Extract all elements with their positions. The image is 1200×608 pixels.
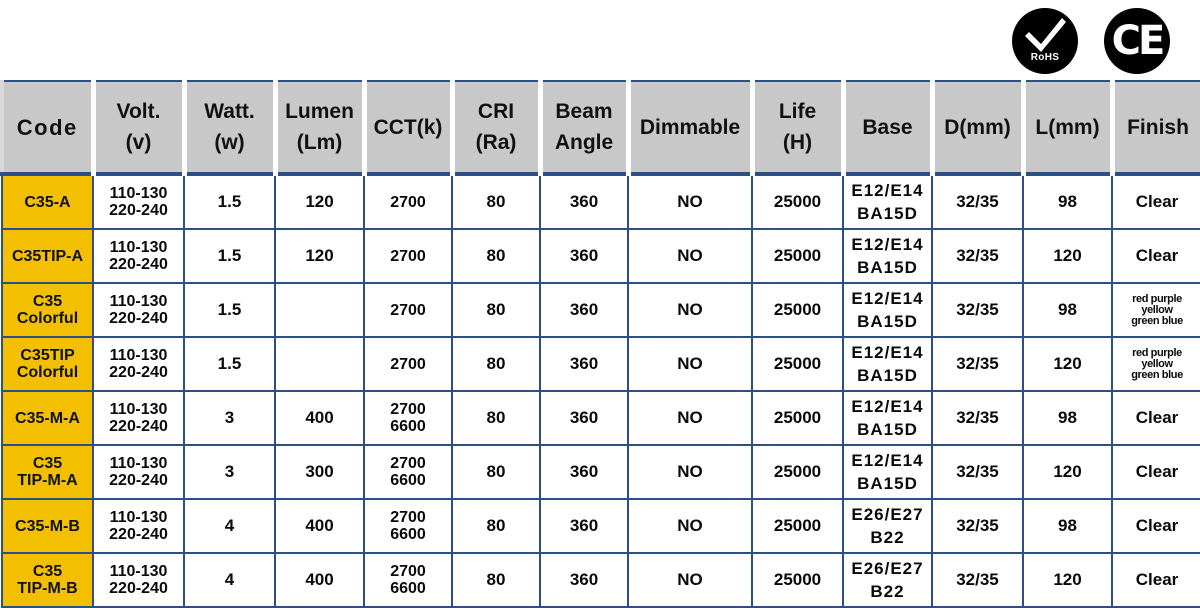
table-row bbox=[2, 283, 1200, 337]
table-body bbox=[2, 174, 1200, 607]
code-cell: C35-M-A bbox=[2, 391, 93, 445]
life-cell: 25000 bbox=[752, 553, 843, 607]
wattage-cell: 3 bbox=[184, 445, 275, 499]
code-cell: C35TIP Colorful bbox=[2, 337, 93, 391]
lumen-cell: 120 bbox=[275, 229, 364, 283]
finish-cell: Clear bbox=[1112, 174, 1200, 229]
finish-cell: Clear bbox=[1112, 553, 1200, 607]
dimmable-cell: NO bbox=[628, 553, 752, 607]
life-cell: 25000 bbox=[752, 445, 843, 499]
table-row bbox=[2, 337, 1200, 391]
beam-angle-cell: 360 bbox=[540, 553, 628, 607]
header-cell: Dimmable bbox=[628, 81, 752, 174]
cri-cell: 80 bbox=[452, 174, 540, 229]
header-row bbox=[2, 81, 1200, 174]
length-cell: 98 bbox=[1023, 283, 1112, 337]
finish-cell: Clear bbox=[1112, 391, 1200, 445]
cct-cell: 2700 6600 bbox=[364, 391, 452, 445]
life-cell: 25000 bbox=[752, 283, 843, 337]
code-cell: C35 Colorful bbox=[2, 283, 93, 337]
header-cell: Watt. (w) bbox=[184, 81, 275, 174]
dimmable-cell: NO bbox=[628, 283, 752, 337]
voltage-cell: 110-130 220-240 bbox=[93, 174, 184, 229]
dimmable-cell: NO bbox=[628, 391, 752, 445]
table-row bbox=[2, 445, 1200, 499]
voltage-cell: 110-130 220-240 bbox=[93, 445, 184, 499]
base-cell: E26/E27 B22 bbox=[843, 553, 932, 607]
header-cell: Volt. (v) bbox=[93, 81, 184, 174]
code-cell: C35 TIP-M-A bbox=[2, 445, 93, 499]
cct-cell: 2700 bbox=[364, 337, 452, 391]
life-cell: 25000 bbox=[752, 229, 843, 283]
diameter-cell: 32/35 bbox=[932, 391, 1023, 445]
base-cell: E26/E27 B22 bbox=[843, 499, 932, 553]
base-cell: E12/E14 BA15D bbox=[843, 283, 932, 337]
cri-cell: 80 bbox=[452, 229, 540, 283]
header-cell: D(mm) bbox=[932, 81, 1023, 174]
header-cell: Life (H) bbox=[752, 81, 843, 174]
rohs-badge bbox=[1012, 8, 1078, 74]
code-cell: C35TIP-A bbox=[2, 229, 93, 283]
code-cell: C35-M-B bbox=[2, 499, 93, 553]
table-row bbox=[2, 499, 1200, 553]
wattage-cell: 1.5 bbox=[184, 174, 275, 229]
dimmable-cell: NO bbox=[628, 337, 752, 391]
wattage-cell: 1.5 bbox=[184, 283, 275, 337]
base-cell: E12/E14 BA15D bbox=[843, 391, 932, 445]
cri-cell: 80 bbox=[452, 553, 540, 607]
base-cell: E12/E14 BA15D bbox=[843, 445, 932, 499]
beam-angle-cell: 360 bbox=[540, 499, 628, 553]
length-cell: 98 bbox=[1023, 174, 1112, 229]
length-cell: 98 bbox=[1023, 391, 1112, 445]
cct-cell: 2700 bbox=[364, 174, 452, 229]
ce-mark-icon: CE bbox=[1111, 18, 1163, 64]
length-cell: 120 bbox=[1023, 337, 1112, 391]
header-cell: CRI (Ra) bbox=[452, 81, 540, 174]
cct-cell: 2700 6600 bbox=[364, 553, 452, 607]
base-cell: E12/E14 BA15D bbox=[843, 174, 932, 229]
lumen-cell: 400 bbox=[275, 391, 364, 445]
voltage-cell: 110-130 220-240 bbox=[93, 499, 184, 553]
length-cell: 120 bbox=[1023, 445, 1112, 499]
lumen-cell: 400 bbox=[275, 499, 364, 553]
wattage-cell: 4 bbox=[184, 553, 275, 607]
beam-angle-cell: 360 bbox=[540, 229, 628, 283]
diameter-cell: 32/35 bbox=[932, 553, 1023, 607]
header-cell: Lumen (Lm) bbox=[275, 81, 364, 174]
spec-table bbox=[0, 80, 1200, 608]
table-row bbox=[2, 391, 1200, 445]
cct-cell: 2700 bbox=[364, 229, 452, 283]
wattage-cell: 1.5 bbox=[184, 337, 275, 391]
lumen-cell: 300 bbox=[275, 445, 364, 499]
length-cell: 120 bbox=[1023, 229, 1112, 283]
wattage-cell: 3 bbox=[184, 391, 275, 445]
diameter-cell: 32/35 bbox=[932, 337, 1023, 391]
finish-cell: red purple yellow green blue bbox=[1112, 337, 1200, 391]
header-cell: CCT(k) bbox=[364, 81, 452, 174]
lumen-cell bbox=[275, 283, 364, 337]
dimmable-cell: NO bbox=[628, 174, 752, 229]
lumen-cell bbox=[275, 337, 364, 391]
finish-cell: Clear bbox=[1112, 499, 1200, 553]
wattage-cell: 1.5 bbox=[184, 229, 275, 283]
life-cell: 25000 bbox=[752, 337, 843, 391]
diameter-cell: 32/35 bbox=[932, 283, 1023, 337]
certification-badges bbox=[1000, 6, 1200, 76]
ce-badge bbox=[1104, 8, 1170, 74]
beam-angle-cell: 360 bbox=[540, 337, 628, 391]
header-cell: Base bbox=[843, 81, 932, 174]
header-cell: Beam Angle bbox=[540, 81, 628, 174]
finish-cell: Clear bbox=[1112, 445, 1200, 499]
cri-cell: 80 bbox=[452, 337, 540, 391]
voltage-cell: 110-130 220-240 bbox=[93, 337, 184, 391]
table-row bbox=[2, 553, 1200, 607]
wattage-cell: 4 bbox=[184, 499, 275, 553]
voltage-cell: 110-130 220-240 bbox=[93, 391, 184, 445]
beam-angle-cell: 360 bbox=[540, 445, 628, 499]
beam-angle-cell: 360 bbox=[540, 391, 628, 445]
voltage-cell: 110-130 220-240 bbox=[93, 229, 184, 283]
cri-cell: 80 bbox=[452, 499, 540, 553]
cri-cell: 80 bbox=[452, 391, 540, 445]
base-cell: E12/E14 BA15D bbox=[843, 337, 932, 391]
base-cell: E12/E14 BA15D bbox=[843, 229, 932, 283]
code-cell: C35-A bbox=[2, 174, 93, 229]
finish-cell: Clear bbox=[1112, 229, 1200, 283]
life-cell: 25000 bbox=[752, 391, 843, 445]
length-cell: 120 bbox=[1023, 553, 1112, 607]
diameter-cell: 32/35 bbox=[932, 174, 1023, 229]
life-cell: 25000 bbox=[752, 499, 843, 553]
lumen-cell: 120 bbox=[275, 174, 364, 229]
finish-cell: red purple yellow green blue bbox=[1112, 283, 1200, 337]
cct-cell: 2700 6600 bbox=[364, 445, 452, 499]
length-cell: 98 bbox=[1023, 499, 1112, 553]
diameter-cell: 32/35 bbox=[932, 229, 1023, 283]
cct-cell: 2700 bbox=[364, 283, 452, 337]
beam-angle-cell: 360 bbox=[540, 174, 628, 229]
cri-cell: 80 bbox=[452, 283, 540, 337]
table-row bbox=[2, 229, 1200, 283]
dimmable-cell: NO bbox=[628, 229, 752, 283]
dimmable-cell: NO bbox=[628, 499, 752, 553]
header-cell: Code bbox=[2, 81, 93, 174]
rohs-check-icon bbox=[1012, 8, 1078, 74]
header-cell: Finish bbox=[1112, 81, 1200, 174]
code-cell: C35 TIP-M-B bbox=[2, 553, 93, 607]
cri-cell: 80 bbox=[452, 445, 540, 499]
beam-angle-cell: 360 bbox=[540, 283, 628, 337]
voltage-cell: 110-130 220-240 bbox=[93, 283, 184, 337]
life-cell: 25000 bbox=[752, 174, 843, 229]
dimmable-cell: NO bbox=[628, 445, 752, 499]
lumen-cell: 400 bbox=[275, 553, 364, 607]
rohs-label: RoHS bbox=[1030, 52, 1060, 63]
voltage-cell: 110-130 220-240 bbox=[93, 553, 184, 607]
table-row bbox=[2, 174, 1200, 229]
diameter-cell: 32/35 bbox=[932, 499, 1023, 553]
header-cell: L(mm) bbox=[1023, 81, 1112, 174]
diameter-cell: 32/35 bbox=[932, 445, 1023, 499]
cct-cell: 2700 6600 bbox=[364, 499, 452, 553]
